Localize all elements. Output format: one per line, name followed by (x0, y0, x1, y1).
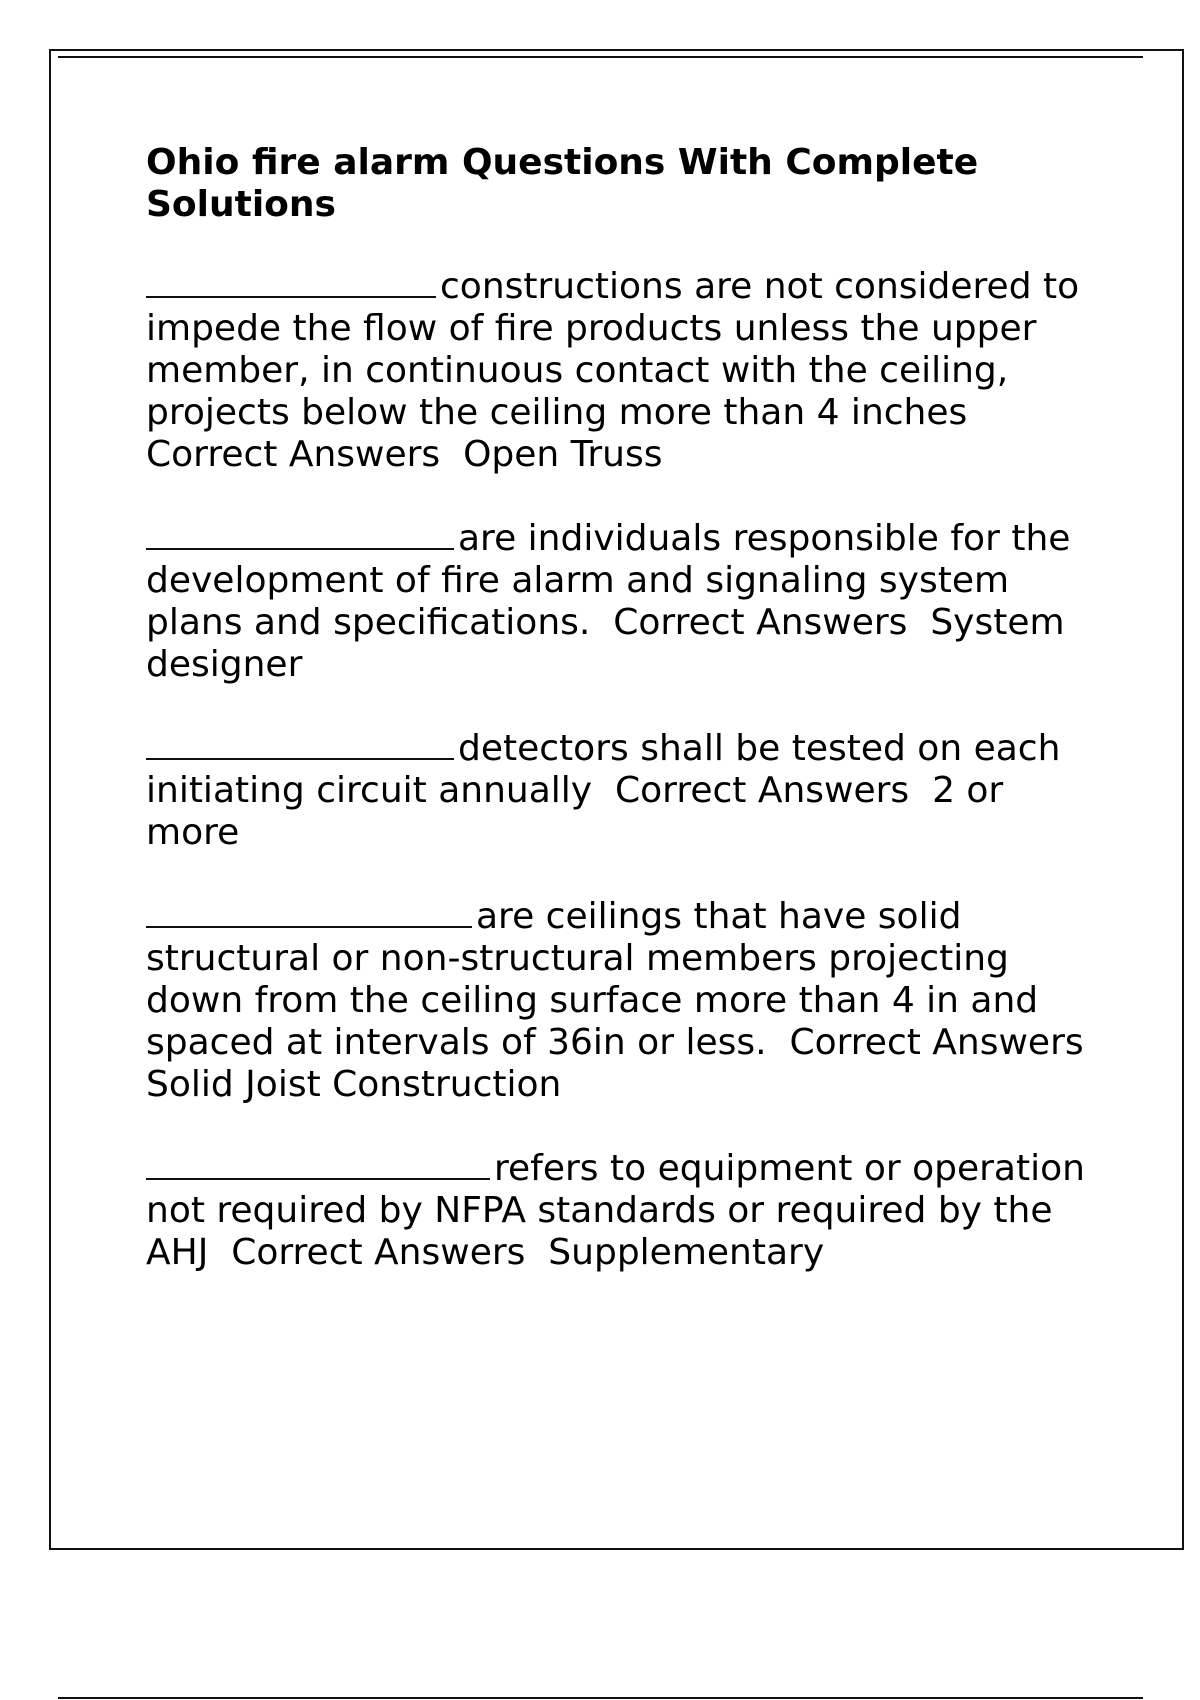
question-text: refers to equipment or operation not required by NFPA standards or required by the AHJ (146, 1148, 1097, 1273)
answer-label: Correct Answers (614, 770, 910, 811)
answer-text: Solid Joist Construction (146, 1064, 562, 1105)
answer-text: System designer (146, 602, 1077, 685)
answer-label: Correct Answers (613, 602, 908, 643)
question-text: are individuals responsible for the development of fire alarm and signaling system plans and specifications. (146, 518, 1082, 643)
qa-item-3 (146, 728, 1096, 854)
answer-text: 2 or more (146, 770, 1015, 853)
answer-blank (146, 896, 472, 928)
document-content (146, 142, 1096, 1316)
answer-text: Open Truss (463, 434, 663, 475)
qa-item-4 (146, 896, 1096, 1106)
answer-text: Supplementary (548, 1232, 825, 1273)
answer-blank (146, 1148, 490, 1180)
answer-blank (146, 518, 454, 550)
question-text: detectors shall be tested on each initiating circuit annually (146, 728, 1072, 811)
question-text: constructions are not considered to impede the flow of fire products unless the upper member, in continuous contact with the ceiling, projects below the ceiling more than 4 inches (146, 266, 1091, 433)
answer-label: Correct Answers (789, 1022, 1084, 1063)
bottom-rule (58, 1697, 1143, 1699)
question-text: are ceilings that have solid structural or non-structural members projecting down from the ceiling surface more than 4 in and spaced at intervals of 36in or less. (146, 896, 1050, 1063)
answer-label: Correct Answers (231, 1232, 526, 1273)
answer-blank (146, 266, 436, 298)
qa-item-1 (146, 266, 1096, 476)
document-title: Ohio fire alarm Questions With Complete Solutions (146, 142, 979, 225)
answer-blank (146, 728, 454, 760)
qa-item-5 (146, 1148, 1096, 1274)
qa-item-2 (146, 518, 1096, 686)
answer-label: Correct Answers (146, 434, 441, 475)
